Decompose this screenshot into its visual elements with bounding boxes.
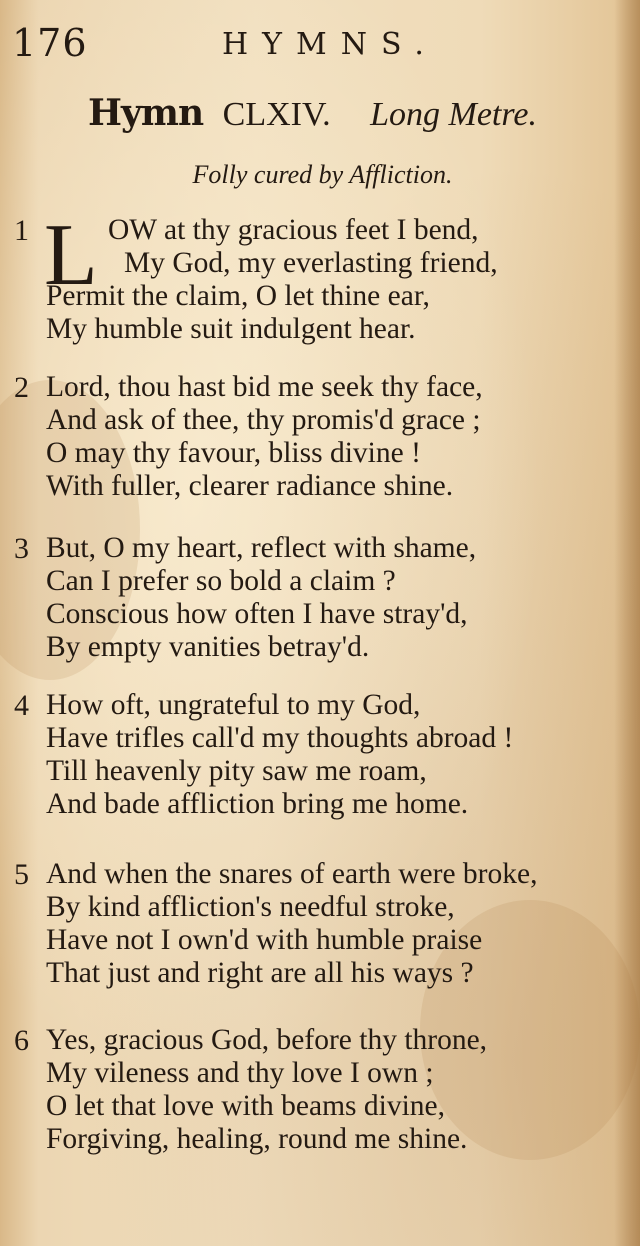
- verse-line: And ask of thee, thy promis'd grace ;: [46, 404, 481, 436]
- hymn-title-prefix: Hymn: [88, 92, 204, 134]
- verse-line: Can I prefer so bold a claim ?: [46, 565, 396, 597]
- verse-line: O let that love with beams divine,: [46, 1090, 445, 1122]
- verse-line: How oft, ungrateful to my God,: [46, 689, 421, 721]
- verse-line: That just and right are all his ways ?: [46, 957, 474, 989]
- verse-line: And when the snares of earth were broke,: [46, 858, 538, 890]
- verse-line: O may thy favour, bliss divine !: [46, 437, 421, 469]
- verse-line: And bade affliction bring me home.: [46, 788, 469, 820]
- stanza-number: 1: [14, 214, 29, 247]
- page-number: 176: [12, 21, 88, 65]
- verse-line: Have not I own'd with humble praise: [46, 924, 483, 956]
- verse-line: Till heavenly pity saw me roam,: [46, 755, 427, 787]
- verse-line: But, O my heart, reflect with shame,: [46, 532, 477, 564]
- running-head: HYMNS.: [222, 27, 438, 62]
- verse-line: Permit the claim, O let thine ear,: [46, 280, 430, 312]
- verse-line: My humble suit indulgent hear.: [46, 313, 416, 345]
- hymn-metre: Long Metre.: [370, 96, 537, 133]
- verse-line: Lord, thou hast bid me seek thy face,: [46, 371, 483, 403]
- stanza-number: 6: [14, 1024, 29, 1057]
- verse-line: Have trifles call'd my thoughts abroad !: [46, 722, 514, 754]
- drop-cap: L: [44, 207, 98, 304]
- verse-line: Conscious how often I have stray'd,: [46, 598, 468, 630]
- verse-line: Forgiving, healing, round me shine.: [46, 1123, 468, 1155]
- verse-line: Yes, gracious God, before thy throne,: [46, 1024, 488, 1056]
- verse-line: OW at thy gracious feet I bend,: [108, 214, 479, 246]
- stanza-number: 3: [14, 532, 29, 565]
- hymn-subtitle: Folly cured by Affliction.: [192, 160, 453, 189]
- stanza-number: 2: [14, 371, 29, 404]
- verse-line: My God, my everlasting friend,: [124, 247, 498, 279]
- stanza-number: 4: [14, 689, 29, 722]
- verse-line: By empty vanities betray'd.: [46, 631, 370, 663]
- verse-line: By kind affliction's needful stroke,: [46, 891, 455, 923]
- stanza-number: 5: [14, 858, 29, 891]
- verse-line: With fuller, clearer radiance shine.: [46, 470, 454, 502]
- hymn-title: [88, 92, 537, 134]
- hymn-number: CLXIV.: [222, 96, 331, 133]
- verse-line: My vileness and thy love I own ;: [46, 1057, 434, 1089]
